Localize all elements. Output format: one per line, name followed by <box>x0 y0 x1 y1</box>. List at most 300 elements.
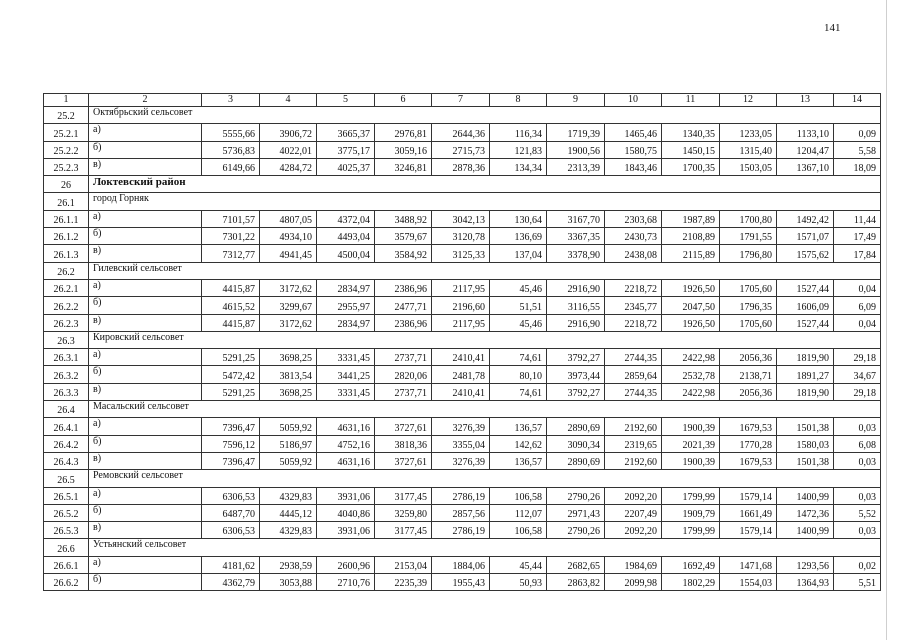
value-cell: 1575,62 <box>777 245 834 262</box>
value-cell: 2955,97 <box>317 297 375 314</box>
row-code: 26.6 <box>44 539 89 556</box>
value-cell: 2303,68 <box>605 210 662 227</box>
value-cell: 2430,73 <box>605 228 662 245</box>
value-cell: 0,04 <box>834 279 881 296</box>
value-cell: 2192,60 <box>605 418 662 435</box>
section-title: Гилевский сельсовет <box>89 262 881 279</box>
value-cell: 11,44 <box>834 210 881 227</box>
value-cell: 1900,56 <box>547 141 605 158</box>
value-cell: 1501,38 <box>777 452 834 469</box>
header-cell: 4 <box>260 94 317 107</box>
value-cell: 6,09 <box>834 297 881 314</box>
row-code: 26.6.2 <box>44 574 89 591</box>
value-cell: 1364,93 <box>777 574 834 591</box>
value-cell: 2863,82 <box>547 574 605 591</box>
row-code: 25.2.1 <box>44 124 89 141</box>
row-variant: в) <box>89 383 202 400</box>
section-row <box>44 107 881 124</box>
value-cell: 1955,43 <box>432 574 490 591</box>
value-cell: 3177,45 <box>375 487 432 504</box>
value-cell: 2790,26 <box>547 487 605 504</box>
row-code: 26.4.2 <box>44 435 89 452</box>
value-cell: 2422,98 <box>662 349 720 366</box>
row-variant: а) <box>89 418 202 435</box>
header-row <box>44 94 881 107</box>
value-cell: 7396,47 <box>202 418 260 435</box>
value-cell: 1843,46 <box>605 158 662 175</box>
value-cell: 3378,90 <box>547 245 605 262</box>
section-row <box>44 176 881 193</box>
row-variant: а) <box>89 124 202 141</box>
row-variant: б) <box>89 141 202 158</box>
row-variant: б) <box>89 435 202 452</box>
value-cell: 1679,53 <box>720 452 777 469</box>
value-cell: 6,08 <box>834 435 881 452</box>
header-cell: 12 <box>720 94 777 107</box>
value-cell: 45,44 <box>490 556 547 573</box>
value-cell: 2410,41 <box>432 383 490 400</box>
value-cell: 4445,12 <box>260 504 317 521</box>
value-cell: 2117,95 <box>432 279 490 296</box>
table-row <box>44 418 881 435</box>
value-cell: 1579,14 <box>720 522 777 539</box>
row-variant: а) <box>89 210 202 227</box>
value-cell: 3120,78 <box>432 228 490 245</box>
value-cell: 3727,61 <box>375 418 432 435</box>
value-cell: 1579,14 <box>720 487 777 504</box>
value-cell: 1661,49 <box>720 504 777 521</box>
row-code: 26.5 <box>44 470 89 487</box>
value-cell: 4941,45 <box>260 245 317 262</box>
value-cell: 3931,06 <box>317 487 375 504</box>
header-cell: 14 <box>834 94 881 107</box>
value-cell: 2786,19 <box>432 487 490 504</box>
value-cell: 2481,78 <box>432 366 490 383</box>
value-cell: 4181,62 <box>202 556 260 573</box>
value-cell: 45,46 <box>490 279 547 296</box>
value-cell: 5059,92 <box>260 418 317 435</box>
section-row <box>44 262 881 279</box>
value-cell: 3276,39 <box>432 418 490 435</box>
value-cell: 2890,69 <box>547 452 605 469</box>
value-cell: 2196,60 <box>432 297 490 314</box>
table-row <box>44 158 881 175</box>
value-cell: 1400,99 <box>777 487 834 504</box>
value-cell: 4807,05 <box>260 210 317 227</box>
value-cell: 1527,44 <box>777 279 834 296</box>
value-cell: 1799,99 <box>662 487 720 504</box>
value-cell: 3488,92 <box>375 210 432 227</box>
value-cell: 1465,46 <box>605 124 662 141</box>
value-cell: 2153,04 <box>375 556 432 573</box>
value-cell: 1315,40 <box>720 141 777 158</box>
value-cell: 1700,35 <box>662 158 720 175</box>
value-cell: 2386,96 <box>375 314 432 331</box>
value-cell: 130,64 <box>490 210 547 227</box>
value-cell: 6306,53 <box>202 487 260 504</box>
value-cell: 5736,83 <box>202 141 260 158</box>
value-cell: 0,02 <box>834 556 881 573</box>
value-cell: 4415,87 <box>202 279 260 296</box>
value-cell: 7301,22 <box>202 228 260 245</box>
table-row <box>44 487 881 504</box>
row-variant: а) <box>89 279 202 296</box>
row-code: 26.2.3 <box>44 314 89 331</box>
table-row <box>44 297 881 314</box>
header-cell: 1 <box>44 94 89 107</box>
row-code: 25.2.2 <box>44 141 89 158</box>
value-cell: 0,03 <box>834 487 881 504</box>
value-cell: 3931,06 <box>317 522 375 539</box>
value-cell: 5291,25 <box>202 383 260 400</box>
table-row <box>44 349 881 366</box>
value-cell: 51,51 <box>490 297 547 314</box>
value-cell: 2422,98 <box>662 383 720 400</box>
header-cell: 3 <box>202 94 260 107</box>
value-cell: 2644,36 <box>432 124 490 141</box>
row-code: 26.1 <box>44 193 89 210</box>
row-variant: а) <box>89 487 202 504</box>
data-table <box>43 93 881 591</box>
value-cell: 1400,99 <box>777 522 834 539</box>
value-cell: 2108,89 <box>662 228 720 245</box>
value-cell: 2319,65 <box>605 435 662 452</box>
value-cell: 1340,35 <box>662 124 720 141</box>
value-cell: 3906,72 <box>260 124 317 141</box>
value-cell: 3973,44 <box>547 366 605 383</box>
value-cell: 1606,09 <box>777 297 834 314</box>
table-row <box>44 141 881 158</box>
row-code: 26.4.3 <box>44 452 89 469</box>
value-cell: 3167,70 <box>547 210 605 227</box>
row-variant: б) <box>89 574 202 591</box>
value-cell: 2600,96 <box>317 556 375 573</box>
value-cell: 3331,45 <box>317 349 375 366</box>
value-cell: 34,67 <box>834 366 881 383</box>
value-cell: 80,10 <box>490 366 547 383</box>
value-cell: 121,83 <box>490 141 547 158</box>
value-cell: 4025,37 <box>317 158 375 175</box>
value-cell: 5,51 <box>834 574 881 591</box>
value-cell: 1492,42 <box>777 210 834 227</box>
value-cell: 5555,66 <box>202 124 260 141</box>
value-cell: 3579,67 <box>375 228 432 245</box>
value-cell: 2115,89 <box>662 245 720 262</box>
value-cell: 1791,55 <box>720 228 777 245</box>
value-cell: 2737,71 <box>375 349 432 366</box>
value-cell: 112,07 <box>490 504 547 521</box>
value-cell: 2438,08 <box>605 245 662 262</box>
value-cell: 1233,05 <box>720 124 777 141</box>
value-cell: 2710,76 <box>317 574 375 591</box>
value-cell: 2820,06 <box>375 366 432 383</box>
section-row <box>44 401 881 418</box>
value-cell: 6306,53 <box>202 522 260 539</box>
value-cell: 2938,59 <box>260 556 317 573</box>
value-cell: 4362,79 <box>202 574 260 591</box>
value-cell: 2021,39 <box>662 435 720 452</box>
value-cell: 5472,42 <box>202 366 260 383</box>
value-cell: 5,58 <box>834 141 881 158</box>
value-cell: 5,52 <box>834 504 881 521</box>
value-cell: 2916,90 <box>547 314 605 331</box>
table-row <box>44 314 881 331</box>
value-cell: 1796,35 <box>720 297 777 314</box>
header-cell: 8 <box>490 94 547 107</box>
value-cell: 3818,36 <box>375 435 432 452</box>
value-cell: 45,46 <box>490 314 547 331</box>
value-cell: 3125,33 <box>432 245 490 262</box>
value-cell: 7596,12 <box>202 435 260 452</box>
value-cell: 1796,80 <box>720 245 777 262</box>
value-cell: 3698,25 <box>260 349 317 366</box>
value-cell: 6487,70 <box>202 504 260 521</box>
section-row <box>44 193 881 210</box>
value-cell: 2715,73 <box>432 141 490 158</box>
header-cell: 11 <box>662 94 720 107</box>
row-variant: в) <box>89 452 202 469</box>
value-cell: 0,09 <box>834 124 881 141</box>
value-cell: 74,61 <box>490 349 547 366</box>
row-variant: в) <box>89 245 202 262</box>
row-code: 25.2 <box>44 107 89 124</box>
section-title: Октябрьский сельсовет <box>89 107 881 124</box>
value-cell: 3246,81 <box>375 158 432 175</box>
value-cell: 5059,92 <box>260 452 317 469</box>
value-cell: 2834,97 <box>317 279 375 296</box>
value-cell: 3042,13 <box>432 210 490 227</box>
value-cell: 1891,27 <box>777 366 834 383</box>
row-code: 26.3 <box>44 331 89 348</box>
value-cell: 5186,97 <box>260 435 317 452</box>
header-cell: 2 <box>89 94 202 107</box>
value-cell: 106,58 <box>490 522 547 539</box>
value-cell: 3090,34 <box>547 435 605 452</box>
value-cell: 4631,16 <box>317 418 375 435</box>
header-cell: 10 <box>605 94 662 107</box>
value-cell: 2857,56 <box>432 504 490 521</box>
value-cell: 17,84 <box>834 245 881 262</box>
value-cell: 1293,56 <box>777 556 834 573</box>
row-code: 26 <box>44 176 89 193</box>
row-variant: в) <box>89 522 202 539</box>
value-cell: 7396,47 <box>202 452 260 469</box>
value-cell: 1802,29 <box>662 574 720 591</box>
value-cell: 3172,62 <box>260 279 317 296</box>
section-title: Локтевский район <box>89 176 881 193</box>
row-code: 26.4.1 <box>44 418 89 435</box>
value-cell: 2682,65 <box>547 556 605 573</box>
value-cell: 1884,06 <box>432 556 490 573</box>
value-cell: 2192,60 <box>605 452 662 469</box>
value-cell: 1909,79 <box>662 504 720 521</box>
value-cell: 3053,88 <box>260 574 317 591</box>
value-cell: 4631,16 <box>317 452 375 469</box>
value-cell: 1527,44 <box>777 314 834 331</box>
value-cell: 4752,16 <box>317 435 375 452</box>
table-row <box>44 522 881 539</box>
section-row <box>44 539 881 556</box>
value-cell: 1984,69 <box>605 556 662 573</box>
section-row <box>44 470 881 487</box>
value-cell: 2218,72 <box>605 279 662 296</box>
value-cell: 1679,53 <box>720 418 777 435</box>
value-cell: 1204,47 <box>777 141 834 158</box>
value-cell: 1770,28 <box>720 435 777 452</box>
table-row <box>44 124 881 141</box>
row-variant: в) <box>89 314 202 331</box>
value-cell: 2207,49 <box>605 504 662 521</box>
value-cell: 0,04 <box>834 314 881 331</box>
value-cell: 3116,55 <box>547 297 605 314</box>
value-cell: 3259,80 <box>375 504 432 521</box>
value-cell: 1367,10 <box>777 158 834 175</box>
value-cell: 1819,90 <box>777 383 834 400</box>
value-cell: 2099,98 <box>605 574 662 591</box>
row-variant: б) <box>89 366 202 383</box>
value-cell: 1133,10 <box>777 124 834 141</box>
row-variant: а) <box>89 349 202 366</box>
row-code: 26.1.1 <box>44 210 89 227</box>
value-cell: 2092,20 <box>605 487 662 504</box>
section-title: Ремовский сельсовет <box>89 470 881 487</box>
row-code: 26.1.3 <box>44 245 89 262</box>
value-cell: 1580,75 <box>605 141 662 158</box>
value-cell: 2834,97 <box>317 314 375 331</box>
value-cell: 2532,78 <box>662 366 720 383</box>
value-cell: 4615,52 <box>202 297 260 314</box>
row-variant: б) <box>89 504 202 521</box>
value-cell: 2218,72 <box>605 314 662 331</box>
value-cell: 0,03 <box>834 522 881 539</box>
row-code: 26.1.2 <box>44 228 89 245</box>
value-cell: 3059,16 <box>375 141 432 158</box>
value-cell: 3177,45 <box>375 522 432 539</box>
row-code: 26.2.2 <box>44 297 89 314</box>
value-cell: 2477,71 <box>375 297 432 314</box>
value-cell: 3775,17 <box>317 141 375 158</box>
value-cell: 50,93 <box>490 574 547 591</box>
value-cell: 1900,39 <box>662 418 720 435</box>
value-cell: 4415,87 <box>202 314 260 331</box>
value-cell: 3367,35 <box>547 228 605 245</box>
header-cell: 7 <box>432 94 490 107</box>
value-cell: 2138,71 <box>720 366 777 383</box>
value-cell: 3441,25 <box>317 366 375 383</box>
value-cell: 1926,50 <box>662 279 720 296</box>
value-cell: 1900,39 <box>662 452 720 469</box>
header-cell: 13 <box>777 94 834 107</box>
header-cell: 6 <box>375 94 432 107</box>
value-cell: 2744,35 <box>605 383 662 400</box>
section-title: Устьянский сельсовет <box>89 539 881 556</box>
value-cell: 137,04 <box>490 245 547 262</box>
row-variant: в) <box>89 158 202 175</box>
value-cell: 3727,61 <box>375 452 432 469</box>
value-cell: 1719,39 <box>547 124 605 141</box>
value-cell: 142,62 <box>490 435 547 452</box>
value-cell: 136,57 <box>490 418 547 435</box>
value-cell: 3299,67 <box>260 297 317 314</box>
page-number: 141 <box>824 22 841 34</box>
value-cell: 3698,25 <box>260 383 317 400</box>
value-cell: 7312,77 <box>202 245 260 262</box>
row-code: 26.2.1 <box>44 279 89 296</box>
value-cell: 0,03 <box>834 418 881 435</box>
value-cell: 106,58 <box>490 487 547 504</box>
value-cell: 2744,35 <box>605 349 662 366</box>
value-cell: 116,34 <box>490 124 547 141</box>
header-cell: 5 <box>317 94 375 107</box>
value-cell: 4022,01 <box>260 141 317 158</box>
value-cell: 4329,83 <box>260 487 317 504</box>
value-cell: 5291,25 <box>202 349 260 366</box>
value-cell: 2345,77 <box>605 297 662 314</box>
value-cell: 1926,50 <box>662 314 720 331</box>
value-cell: 3584,92 <box>375 245 432 262</box>
value-cell: 134,34 <box>490 158 547 175</box>
value-cell: 2047,50 <box>662 297 720 314</box>
section-row <box>44 331 881 348</box>
value-cell: 2916,90 <box>547 279 605 296</box>
row-code: 26.5.3 <box>44 522 89 539</box>
value-cell: 2117,95 <box>432 314 490 331</box>
table-row <box>44 452 881 469</box>
value-cell: 1692,49 <box>662 556 720 573</box>
table-row <box>44 435 881 452</box>
table-row <box>44 279 881 296</box>
row-code: 26.5.2 <box>44 504 89 521</box>
value-cell: 2313,39 <box>547 158 605 175</box>
value-cell: 2056,36 <box>720 383 777 400</box>
value-cell: 3331,45 <box>317 383 375 400</box>
value-cell: 2859,64 <box>605 366 662 383</box>
value-cell: 2386,96 <box>375 279 432 296</box>
value-cell: 4372,04 <box>317 210 375 227</box>
value-cell: 29,18 <box>834 349 881 366</box>
value-cell: 2971,43 <box>547 504 605 521</box>
value-cell: 4284,72 <box>260 158 317 175</box>
value-cell: 3276,39 <box>432 452 490 469</box>
header-cell: 9 <box>547 94 605 107</box>
value-cell: 1471,68 <box>720 556 777 573</box>
value-cell: 0,03 <box>834 452 881 469</box>
value-cell: 2056,36 <box>720 349 777 366</box>
row-code: 26.6.1 <box>44 556 89 573</box>
value-cell: 3172,62 <box>260 314 317 331</box>
value-cell: 4040,86 <box>317 504 375 521</box>
row-code: 26.5.1 <box>44 487 89 504</box>
value-cell: 1987,89 <box>662 210 720 227</box>
section-title: город Горняк <box>89 193 881 210</box>
value-cell: 74,61 <box>490 383 547 400</box>
value-cell: 1580,03 <box>777 435 834 452</box>
value-cell: 2410,41 <box>432 349 490 366</box>
value-cell: 1503,05 <box>720 158 777 175</box>
table-row <box>44 383 881 400</box>
value-cell: 3792,27 <box>547 383 605 400</box>
value-cell: 4500,04 <box>317 245 375 262</box>
value-cell: 136,57 <box>490 452 547 469</box>
value-cell: 3813,54 <box>260 366 317 383</box>
value-cell: 1501,38 <box>777 418 834 435</box>
row-variant: а) <box>89 556 202 573</box>
table-row <box>44 245 881 262</box>
value-cell: 3792,27 <box>547 349 605 366</box>
value-cell: 2092,20 <box>605 522 662 539</box>
row-code: 26.3.1 <box>44 349 89 366</box>
value-cell: 7101,57 <box>202 210 260 227</box>
